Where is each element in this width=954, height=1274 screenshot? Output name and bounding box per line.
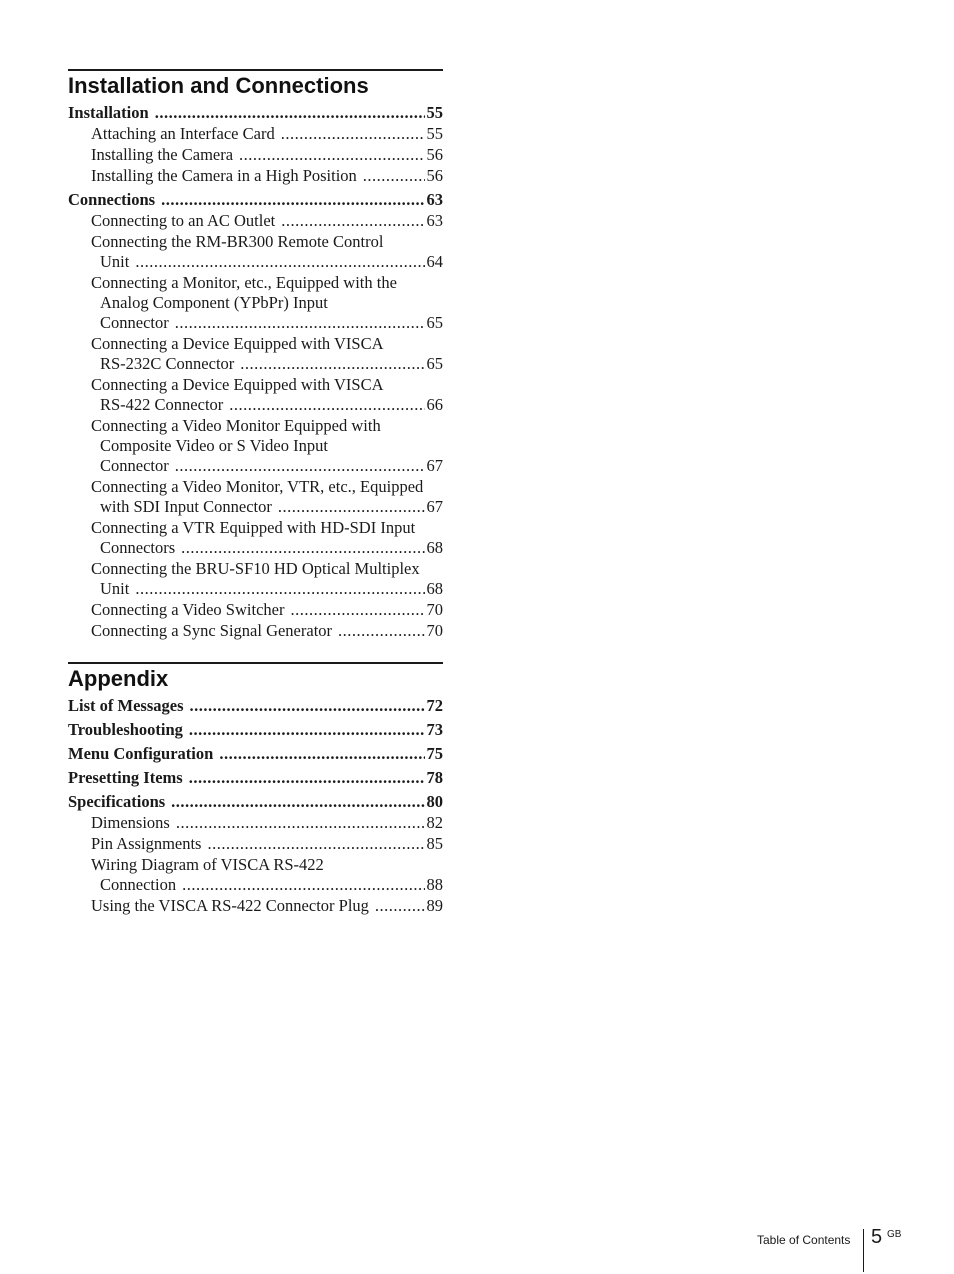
toc-entry[interactable] bbox=[68, 600, 443, 620]
dot-leader bbox=[219, 744, 424, 764]
toc-entry-page-number: 73 bbox=[426, 720, 443, 739]
dot-leader bbox=[135, 579, 424, 599]
dot-leader bbox=[375, 896, 425, 916]
toc-entry-page-number: 56 bbox=[426, 145, 443, 164]
toc-entry-row bbox=[91, 600, 443, 620]
toc-entry-row bbox=[91, 252, 443, 272]
toc-entry-title: Pin Assignments bbox=[91, 834, 202, 853]
toc-entry[interactable] bbox=[68, 124, 443, 144]
toc-entry-page-number: 56 bbox=[426, 166, 443, 185]
section-rule bbox=[68, 69, 443, 71]
toc-entry-page-number: 63 bbox=[426, 190, 443, 209]
dot-leader bbox=[239, 145, 424, 165]
toc-entry-row bbox=[91, 166, 443, 186]
toc-entry-row bbox=[91, 875, 443, 895]
toc-entry-page-number: 82 bbox=[426, 813, 443, 832]
toc-entry[interactable] bbox=[68, 559, 443, 599]
toc-entry[interactable] bbox=[68, 834, 443, 854]
section-title: Installation and Connections bbox=[68, 73, 369, 98]
toc-entry[interactable] bbox=[68, 896, 443, 916]
toc-entry[interactable] bbox=[68, 232, 443, 272]
toc-entry-title: Unit bbox=[100, 579, 130, 598]
toc-entry-page-number: 68 bbox=[426, 579, 443, 598]
dot-leader bbox=[171, 792, 424, 812]
toc-entry[interactable] bbox=[68, 477, 443, 517]
toc-entry-title-line: Connecting a VTR Equipped with HD-SDI Input bbox=[91, 518, 416, 537]
toc-entry-title: Connection bbox=[100, 875, 177, 894]
dot-leader bbox=[281, 124, 425, 144]
toc-entry-page-number: 70 bbox=[426, 621, 443, 640]
toc-entry-row bbox=[68, 720, 443, 740]
toc-entry[interactable] bbox=[68, 334, 443, 374]
toc-entry-title: Using the VISCA RS-422 Connector Plug bbox=[91, 896, 369, 915]
toc-entry-title: Connections bbox=[68, 190, 156, 209]
toc-entry-page-number: 65 bbox=[426, 313, 443, 332]
footer-region-code: GB bbox=[887, 1229, 902, 1240]
dot-leader bbox=[175, 313, 425, 333]
toc-entry-title-line: Composite Video or S Video Input bbox=[100, 436, 328, 455]
toc-entry[interactable] bbox=[68, 211, 443, 231]
toc-entry-title: RS-232C Connector bbox=[100, 354, 235, 373]
footer-page-number: 5 bbox=[871, 1226, 883, 1248]
footer-divider bbox=[863, 1229, 864, 1272]
toc-entry-row bbox=[91, 313, 443, 333]
toc-entry[interactable] bbox=[68, 145, 443, 165]
toc-entry[interactable] bbox=[68, 744, 443, 764]
toc-entry-page-number: 55 bbox=[426, 124, 443, 143]
dot-leader bbox=[161, 190, 424, 210]
toc-entry-row bbox=[91, 834, 443, 854]
toc-entry-page-number: 88 bbox=[426, 875, 443, 894]
toc-entry-row bbox=[91, 124, 443, 144]
dot-leader bbox=[176, 813, 425, 833]
dot-leader bbox=[135, 252, 424, 272]
section-installation-and-connections bbox=[68, 69, 443, 641]
toc-entry-title-line: Connecting a Device Equipped with VISCA bbox=[91, 334, 384, 353]
toc-entry-row bbox=[91, 211, 443, 231]
toc-entry-row bbox=[91, 538, 443, 558]
dot-leader bbox=[363, 166, 425, 186]
toc-list bbox=[68, 103, 443, 641]
toc-entry-row bbox=[91, 813, 443, 833]
toc-entry-title-line: Connecting a Monitor, etc., Equipped with the bbox=[91, 273, 397, 292]
toc-list bbox=[68, 696, 443, 916]
dot-leader bbox=[240, 354, 424, 374]
toc-entry-page-number: 66 bbox=[426, 395, 443, 414]
toc-entry[interactable] bbox=[68, 792, 443, 812]
toc-entry-page-number: 85 bbox=[426, 834, 443, 853]
dot-leader bbox=[229, 395, 424, 415]
toc-entry-title-line: Connecting the RM-BR300 Remote Control bbox=[91, 232, 384, 251]
toc-entry-title: Installation bbox=[68, 103, 149, 122]
toc-entry-title: Connector bbox=[100, 456, 169, 475]
toc-entry-row bbox=[91, 395, 443, 415]
dot-leader bbox=[182, 875, 424, 895]
dot-leader bbox=[181, 538, 424, 558]
toc-entry-title: Dimensions bbox=[91, 813, 170, 832]
toc-entry-row bbox=[68, 768, 443, 788]
dot-leader bbox=[338, 621, 424, 641]
toc-entry[interactable] bbox=[68, 273, 443, 333]
toc-entry-title: Specifications bbox=[68, 792, 166, 811]
toc-entry[interactable] bbox=[68, 375, 443, 415]
toc-entry-page-number: 72 bbox=[426, 696, 443, 715]
dot-leader bbox=[189, 720, 425, 740]
toc-entry[interactable] bbox=[68, 103, 443, 123]
dot-leader bbox=[189, 696, 424, 716]
toc-entry-page-number: 68 bbox=[426, 538, 443, 557]
toc-entry-page-number: 65 bbox=[426, 354, 443, 373]
toc-entry-title: Connecting a Sync Signal Generator bbox=[91, 621, 333, 640]
toc-entry-row bbox=[91, 579, 443, 599]
toc-entry-row bbox=[91, 896, 443, 916]
toc-entry[interactable] bbox=[68, 720, 443, 740]
section-rule bbox=[68, 662, 443, 664]
toc-entry[interactable] bbox=[68, 166, 443, 186]
toc-entry-row bbox=[68, 792, 443, 812]
toc-entry-title-line: Connecting a Video Monitor, VTR, etc., Equipped bbox=[91, 477, 424, 496]
toc-entry[interactable] bbox=[68, 768, 443, 788]
toc-entry-page-number: 80 bbox=[426, 792, 443, 811]
toc-entry-title: Connectors bbox=[100, 538, 176, 557]
toc-entry-page-number: 64 bbox=[426, 252, 443, 271]
toc-entry-page-number: 89 bbox=[426, 896, 443, 915]
dot-leader bbox=[290, 600, 424, 620]
toc-entry-title: RS-422 Connector bbox=[100, 395, 224, 414]
dot-leader bbox=[175, 456, 425, 476]
dot-leader bbox=[207, 834, 424, 854]
toc-entry-page-number: 63 bbox=[426, 211, 443, 230]
toc-entry-title: with SDI Input Connector bbox=[100, 497, 272, 516]
toc-entry-row bbox=[68, 190, 443, 210]
toc-entry-page-number: 75 bbox=[426, 744, 443, 763]
toc-entry-title: Connector bbox=[100, 313, 169, 332]
toc-entry-title-line: Wiring Diagram of VISCA RS-422 bbox=[91, 855, 324, 874]
toc-entry-page-number: 78 bbox=[426, 768, 443, 787]
footer-section-label: Table of Contents bbox=[757, 1233, 851, 1247]
section-appendix bbox=[68, 662, 443, 916]
toc-entry-title: Connecting to an AC Outlet bbox=[91, 211, 276, 230]
toc-entry-title: List of Messages bbox=[68, 696, 184, 715]
dot-leader bbox=[281, 211, 424, 231]
toc-entry-page-number: 70 bbox=[426, 600, 443, 619]
toc-entry-page-number: 55 bbox=[426, 103, 443, 122]
toc-entry[interactable] bbox=[68, 813, 443, 833]
toc-entry[interactable] bbox=[68, 696, 443, 716]
toc-entry-title: Attaching an Interface Card bbox=[91, 124, 275, 143]
toc-entry-row bbox=[91, 456, 443, 476]
dot-leader bbox=[278, 497, 425, 517]
toc-entry-page-number: 67 bbox=[426, 456, 443, 475]
toc-entry-title: Menu Configuration bbox=[68, 744, 214, 763]
toc-entry[interactable] bbox=[68, 518, 443, 558]
toc-entry-title: Installing the Camera bbox=[91, 145, 234, 164]
toc-entry-title: Connecting a Video Switcher bbox=[91, 600, 285, 619]
dot-leader bbox=[189, 768, 425, 788]
toc-entry-title-line: Connecting a Device Equipped with VISCA bbox=[91, 375, 384, 394]
toc-entry-row bbox=[91, 354, 443, 374]
toc-entry-title: Troubleshooting bbox=[68, 720, 183, 739]
toc-entry[interactable] bbox=[68, 190, 443, 210]
toc-entry[interactable] bbox=[68, 855, 443, 895]
toc-entry[interactable] bbox=[68, 416, 443, 476]
toc-entry-title: Installing the Camera in a High Position bbox=[91, 166, 357, 185]
toc-entry-title: Presetting Items bbox=[68, 768, 183, 787]
toc-entry-row bbox=[68, 696, 443, 716]
toc-entry-row bbox=[91, 145, 443, 165]
toc-entry-title: Unit bbox=[100, 252, 130, 271]
section-title: Appendix bbox=[68, 666, 169, 691]
toc-entry-row bbox=[68, 744, 443, 764]
toc-entry-row bbox=[91, 621, 443, 641]
toc-entry-title-line: Analog Component (YPbPr) Input bbox=[100, 293, 328, 312]
toc-entry-page-number: 67 bbox=[426, 497, 443, 516]
toc-entry-row bbox=[68, 103, 443, 123]
toc-entry-title-line: Connecting the BRU-SF10 HD Optical Multiplex bbox=[91, 559, 420, 578]
toc-entry[interactable] bbox=[68, 621, 443, 641]
toc-entry-row bbox=[91, 497, 443, 517]
dot-leader bbox=[155, 103, 425, 123]
toc-entry-title-line: Connecting a Video Monitor Equipped with bbox=[91, 416, 381, 435]
